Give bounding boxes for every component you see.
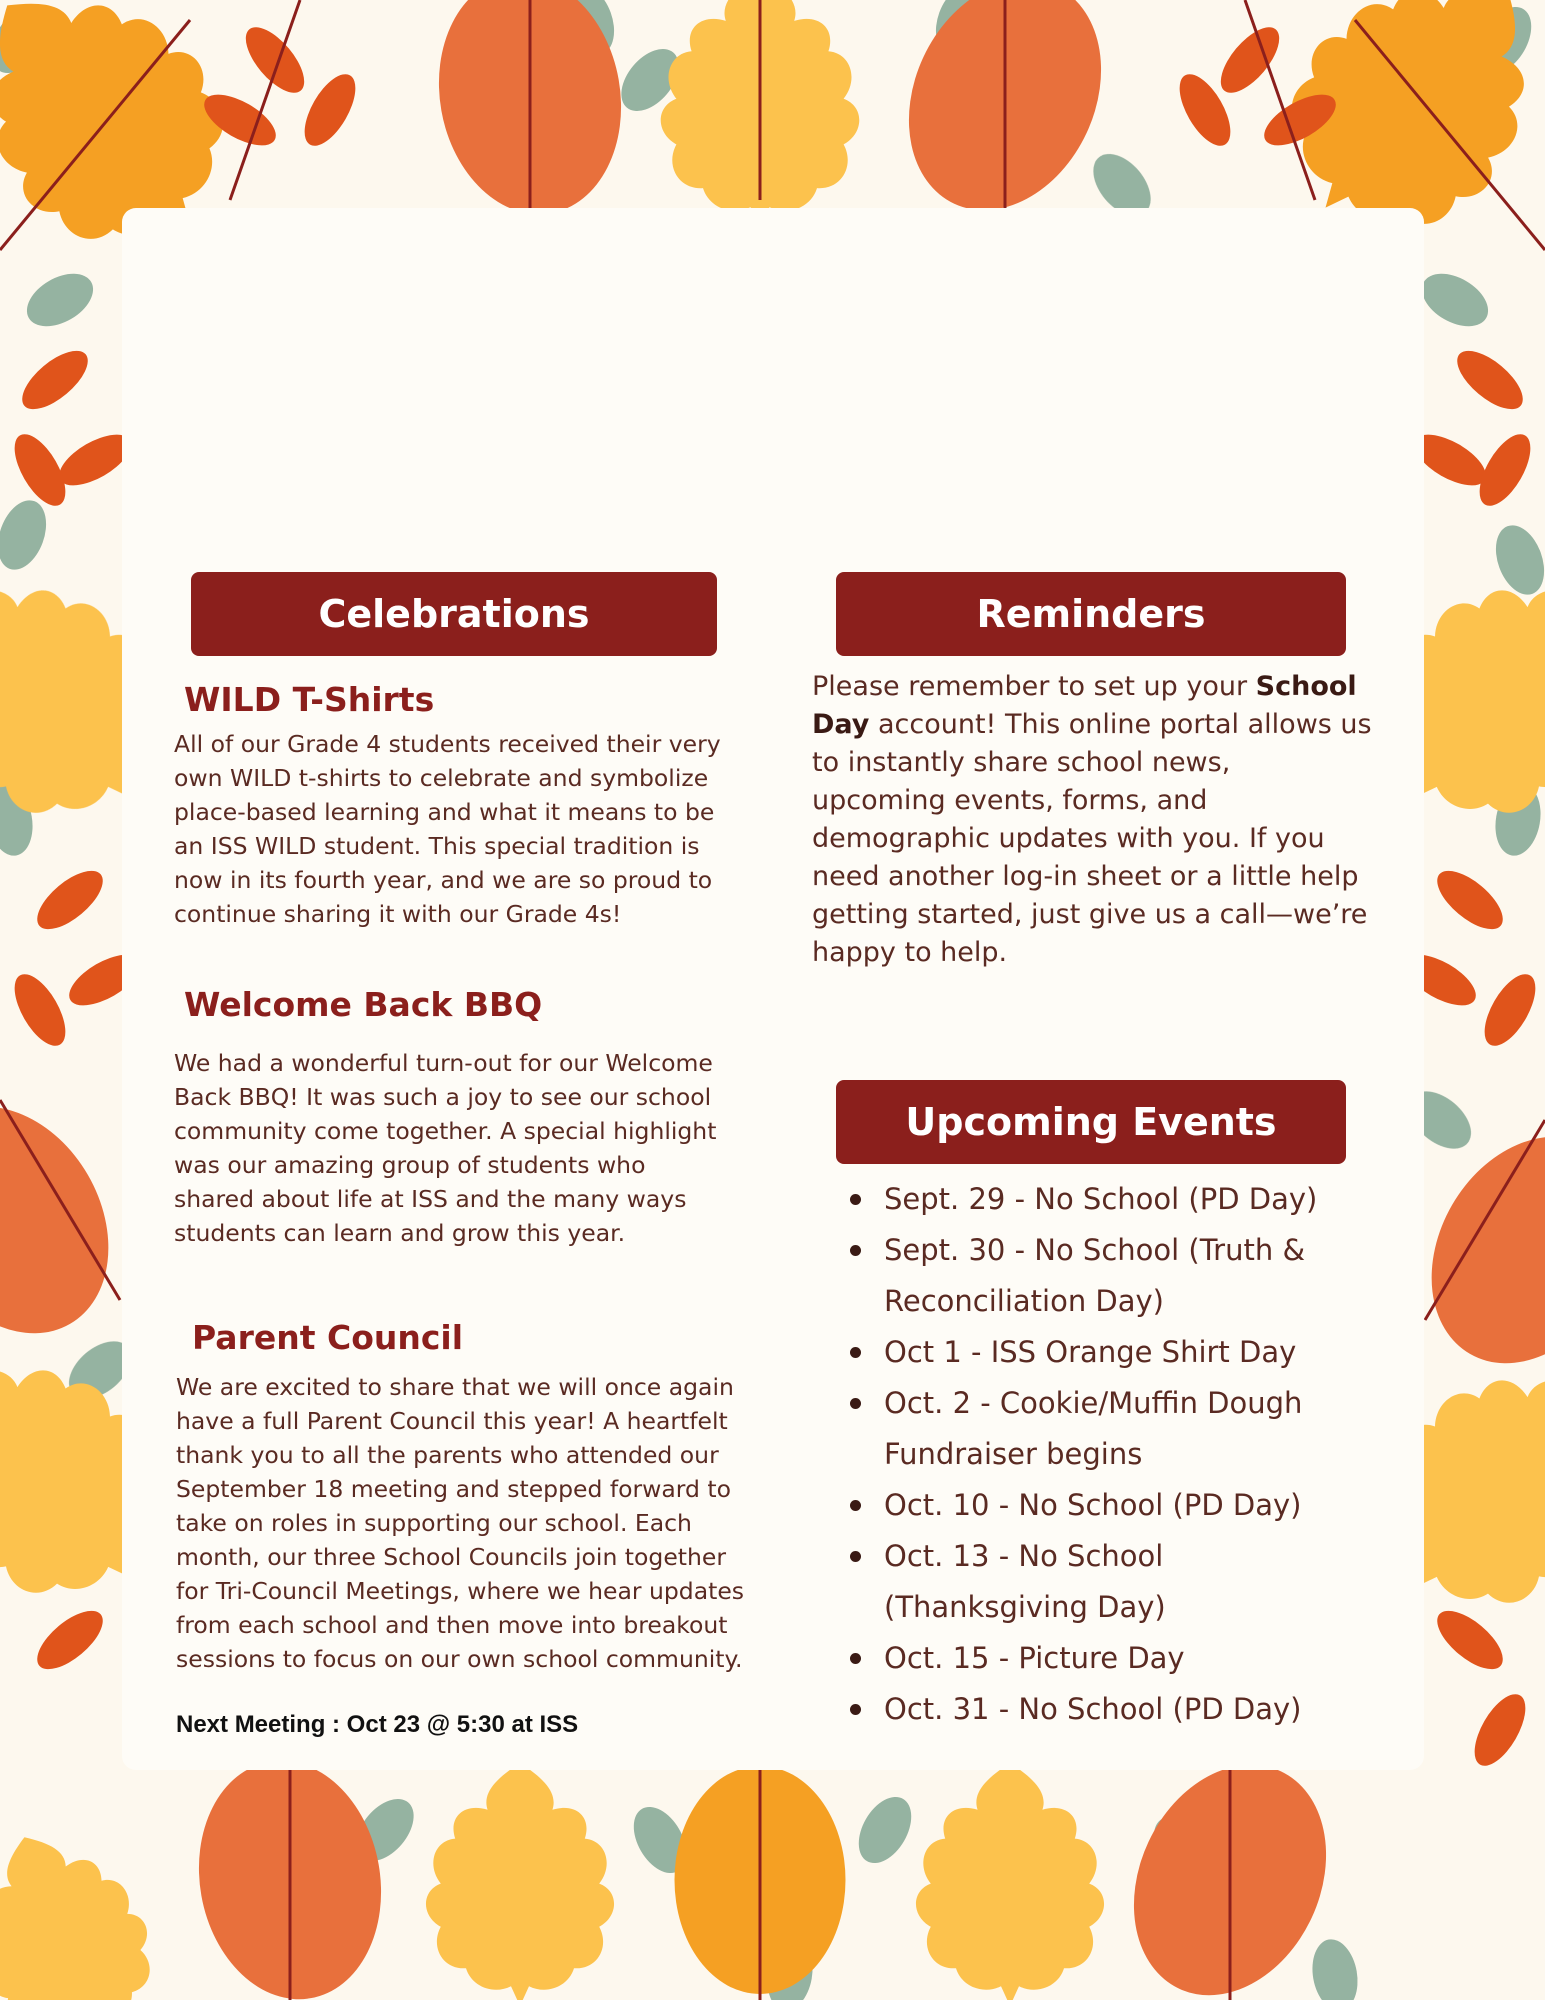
wild-tshirts-heading: WILD T-Shirts bbox=[184, 680, 435, 719]
events-list bbox=[836, 1174, 1376, 1735]
welcome-bbq-text: We had a wonderful turn-out for our Welcome Back BBQ! It was such a joy to see our school community come together. A special highlight was our amazing group of students who shared about life at ISS and the many ways students can learn and grow this year. bbox=[174, 1049, 717, 1247]
event-item: Oct. 10 - No School (PD Day) bbox=[836, 1480, 1376, 1531]
reminders-text bbox=[812, 668, 1372, 972]
event-item: Oct. 31 - No School (PD Day) bbox=[836, 1684, 1376, 1735]
reminders-heading: Reminders bbox=[836, 572, 1346, 656]
event-item: Oct. 2 - Cookie/Muffin Dough Fundraiser begins bbox=[836, 1378, 1376, 1480]
next-meeting-note: Next Meeting : Oct 23 @ 5:30 at ISS bbox=[176, 1711, 579, 1738]
events-heading: Upcoming Events bbox=[836, 1080, 1346, 1164]
wild-tshirts-text: All of our Grade 4 students received their very own WILD t-shirts to celebrate and symbolize place-based learning and what it means to be an ISS WILD student. This special tradition is now in its fourth year, and we are so proud to continue sharing it with our Grade 4s! bbox=[174, 730, 721, 928]
welcome-bbq-heading: Welcome Back BBQ bbox=[184, 985, 543, 1024]
event-item: Sept. 30 - No School (Truth & Reconciliation Day) bbox=[836, 1225, 1376, 1327]
event-item: Oct. 15 - Picture Day bbox=[836, 1633, 1376, 1684]
reminders-text-end: account! This online portal allows us to instantly share school news, upcoming events, forms, and demographic updates with you. If you need another log-in sheet or a little help getting started, just give us a call—we’re happy to help. bbox=[812, 709, 1372, 968]
parent-council-heading: Parent Council bbox=[192, 1318, 464, 1357]
reminders-text-start: Please remember to set up your bbox=[812, 671, 1256, 702]
school-day-name: School Day bbox=[812, 671, 1357, 740]
celebrations-heading: Celebrations bbox=[191, 572, 717, 656]
event-item: Oct 1 - ISS Orange Shirt Day bbox=[836, 1327, 1376, 1378]
parent-council-text: We are excited to share that we will once again have a full Parent Council this year! A heartfelt thank you to all the parents who attended our September 18 meeting and stepped forward to take on roles in supporting our school. Each month, our three School Councils join together for Tri-Council Meetings, where we hear updates from each school and then move into breakout sessions to focus on our own school community. bbox=[176, 1373, 745, 1673]
event-item: Sept. 29 - No School (PD Day) bbox=[836, 1174, 1376, 1225]
event-item: Oct. 13 - No School (Thanksgiving Day) bbox=[836, 1531, 1376, 1633]
